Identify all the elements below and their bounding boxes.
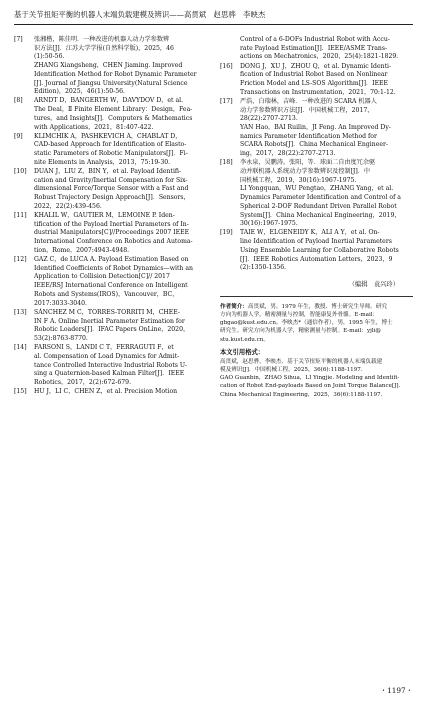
reference-text: GAZ C，de LUCA A. Payload Estimation Based on Identified Coefficients of Robot Dynamics—with an Application to Collision Detection[C]// 2017 IEEE/RSJ International Conference on Intelligent Robots and Systems(IROS)，Vancouver，BC， 2017:3033-3040. <box>34 256 193 307</box>
reference-number: [17] <box>220 97 233 105</box>
reference-number: [18] <box>220 159 233 167</box>
reference-text: FARSONI S，LANDI C T，FERRAGUTI F，et al. Compensation of Load Dynamics for Admit- tance Controlled Interactive Industrial Robots U- sing a Quaternion-based Kalman Filter[J]．IEEE Robotics，2017，2(2):672-679. <box>34 344 188 386</box>
reference-entry <box>220 98 413 159</box>
reference-text: SÁNCHEZ M C，TORRES-TORRITI M，CHEE- IN F A. Online Inertial Parameter Estimation for Robotic Loaders[J]．IFAC Papers OnLine，2020， 53(2):8763-8770. <box>34 308 190 342</box>
right-reference-list <box>220 36 413 273</box>
reference-number: [10] <box>14 168 27 176</box>
reference-entry <box>220 63 413 98</box>
reference-text: 张湘楷，陈佳明．一种改进的机器人动力学参数辨 识方法[J]．江苏大学学报(自然科学版)，2025，46 (1):50-56. ZHANG Xiangsheng，CHEN Jiaming. Improved Identification Method for Robot Dynamic Parameter [J]. Journal of Jiangsu University(Natural Science Edition)，2025，46(1):50-56. <box>34 36 197 96</box>
reference-entry <box>14 344 208 388</box>
page-number: ・1197・ <box>379 686 413 695</box>
right-column <box>220 36 413 399</box>
reference-number: [7] <box>14 36 23 43</box>
reference-text: 李永泉，吴鹏涛，张阳，等．球面二自由度冗余驱 动并联机器人系统动力学参数辨识及控制[J]．中 国机械工程，2019，30(16):1967-1975. LI Yongquan，WU Pengtao，ZHANG Yang，et al. Dynamics Parameter Identification and Control of a Spherical 2-DOF Redundant Driven Parallel Robot System[J]．China Mechanical Engineering，2019， 30(16):1967-1975. <box>240 159 401 228</box>
reference-entry <box>14 133 208 168</box>
author-note-text: 高贯斌，男，1979 年生，教授、博士研究生导师。研究 方向为机器人学，精密测量与控制，智能康复外骨骼。E-mail： gbgao@kust.edu.cn。李映杰*（通信作者），男，1995 年生，博士 研究生。研究方向为机器人学，精密测量与控制。E-mail：yjli@ stu.kust.edu.cn。 <box>220 303 393 343</box>
left-column <box>14 36 208 397</box>
reference-text: DUAN J，LIU Z，BIN Y，et al. Payload Identifi- cation and Gravity/Inertial Compensation for Six- dimensional Force/Torque Sensor with a Fast and Robust Trajectory Design Approach[J]．Sensors， 2022，22(2):439-456. <box>34 168 190 210</box>
editor-credit: （编辑 袁兴玲） <box>348 280 399 288</box>
reference-entry <box>14 168 208 212</box>
reference-number: [12] <box>14 256 27 264</box>
reference-text: ARNDT D，BANGERTH W，DAVYDOV D，et al. The Deal，Ⅱ Finite Element Library：Design，Fea- tures，and Insights[J]．Computers & Mathematics with Applications，2021，81:407-422. <box>34 97 193 131</box>
reference-entry <box>14 309 208 344</box>
reference-entry <box>220 229 413 273</box>
reference-text: KHALIL W，GAUTIER M，LEMOINE P. Iden- tification of the Payload Inertial Parameters of In- dustrial Manipulators[C]//Proceedings 2007 IEEE International Conference on Robotics and Automa- tion，Rome，2007:4943-4948. <box>34 212 193 254</box>
reference-entry <box>220 36 413 62</box>
author-note-label: 作者简介： <box>220 303 248 310</box>
reference-entry <box>14 388 208 397</box>
reference-entry <box>14 256 208 308</box>
reference-number: [14] <box>14 344 27 352</box>
section-divider <box>220 296 413 297</box>
reference-entry <box>14 36 208 97</box>
reference-number: [8] <box>14 97 23 105</box>
reference-text: 严浩，白瑞林，吉峰．一种改进的 SCARA 机器人 动力学参数辨识方法[J]．中国机械工程，2017， 28(22):2707-2713. YAN Hao，BAI Ruilin，JI Feng. An Improved Dy- namics Parameter Identification Method for SCARA Robots[J]．China Mechanical Engineer- ing，2017，28(22):2707-2713. <box>240 97 391 158</box>
reference-number: [11] <box>14 212 27 220</box>
reference-entry <box>220 159 413 229</box>
reference-number: [13] <box>14 308 27 316</box>
reference-entry <box>14 212 208 256</box>
header-divider <box>14 24 413 25</box>
reference-entry <box>14 97 208 132</box>
citation-title: 本文引用格式： <box>220 348 265 356</box>
reference-text: KLIMCHIK A，PASHKEVICH A，CHABLAT D， CAD-based Approach for Identification of Elasto- static Parameters of Robotic Manipulators[J]．Fi- nite Elements in Analysis，2013，75:19-30. <box>34 132 188 166</box>
reference-text: HU J，LI C，CHEN Z，et al. Precision Motion <box>34 388 178 396</box>
reference-text: Control of a 6-DOFs Industrial Robot with Accu- rate Payload Estimation[J]．IEEE/ASME Trans- actions on Mechatronics，2020，25(4):1821-1829. <box>240 36 399 61</box>
reference-text: TAIE W，ELGENEIDY K，ALI A Y，et al. On- line Identification of Payload Inertial Parameters Using Ensemble Learning for Collaborative Robots [J]．IEEE Robotics Automation Letters，2023，9 (2):1350-1356. <box>240 229 399 272</box>
reference-number: [9] <box>14 132 23 140</box>
reference-text: DONG J，XU J，ZHOU Q，et al. Dynamic Identi- fication of Industrial Robot Based on Nonlinear Friction Model and LS-SOS Algorithm[J]．IEEE Transactions on Instrumentation，2021，70:1-12. <box>240 62 396 96</box>
reference-number: [15] <box>14 388 27 396</box>
citation-text: 高贯斌，赵思骅，李映杰．基于关节扭矩平衡的机器人末端负载建 模及辨识[J]．中国机械工程，2025，36(6):1188-1197. GAO Guanbin，ZHAO Sihua，LI Yingjie. Modeling and Identifi- cation of Robot End-payloads Based on Joint Torque Balance[J]. China Mechanical Engineering，2025，36(6):1188-1197. <box>220 358 401 398</box>
author-note <box>220 303 413 344</box>
reference-number: [16] <box>220 62 233 70</box>
reference-number: [19] <box>220 229 233 237</box>
running-header: 基于关节扭矩平衡的机器人末端负载建模及辨识——高贯斌 赵思骅 李映杰 <box>14 10 266 19</box>
